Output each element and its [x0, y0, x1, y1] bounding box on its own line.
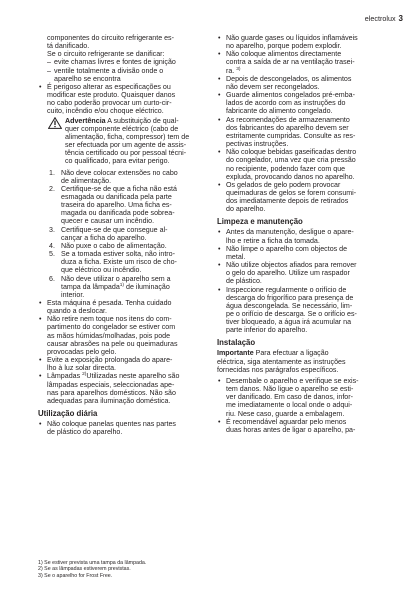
text-line: do aparelho. — [226, 205, 266, 214]
text-line: • Não guarde gases ou líquidos inflamáveis — [226, 34, 358, 42]
bullet-item — [217, 148, 389, 181]
text-line: ver danificado. Em caso de danos, infor- — [226, 393, 353, 402]
text-line: nas para aparelhos domésticos. Não são — [47, 388, 176, 397]
text-line: expluda, provocando danos no aparelho. — [226, 172, 355, 181]
text-line: descarga do frigorífico para presença de — [226, 293, 354, 302]
text-line: Certifique-se de que a ficha não está — [61, 184, 177, 193]
bullet-item — [217, 75, 389, 91]
text-line: duza a ficha. Existe um risco de cho- — [61, 258, 177, 267]
text-line: • Não coloque alimentos directamente — [226, 50, 342, 59]
text-line: dos imediatamente depois de retirados — [226, 197, 349, 206]
footnote-ref: 3) — [236, 66, 241, 72]
circuit-item — [38, 67, 216, 83]
bullet-item — [38, 299, 216, 315]
text-line: no cabo poderão provocar um curto-cir- — [47, 99, 172, 108]
text-line: • É recomendável aguardar pelo menos — [226, 417, 347, 426]
text-fragment: tampa da lâmpada — [61, 282, 120, 291]
text-line: co qualificado, para evitar perigo. — [65, 157, 170, 166]
text-line: de plástico. — [226, 277, 262, 286]
text-line: Não puxe o cabo de alimentação. — [61, 241, 167, 250]
circuit-intro: Se o circuito refrigerante se danificar: — [47, 50, 165, 59]
text-line: me imediatamente o local onde o adqui- — [226, 401, 353, 410]
install-intro — [217, 349, 389, 373]
text-line: as mãos húmidas/molhadas, pois pode — [47, 331, 171, 340]
text-line: modificar este produto. Quaisquer danos — [47, 91, 176, 100]
section-heading-daily-use: Utilização diária — [38, 409, 98, 419]
text-line: alimentação, ficha, compressor) tem de — [65, 132, 190, 141]
text-line: traseira do aparelho. Uma ficha es- — [61, 201, 172, 210]
text-line: de plástico do aparelho. — [47, 428, 123, 437]
numbered-item — [38, 250, 216, 274]
text-fragment: Utilizadas neste aparelho são — [86, 372, 180, 381]
text-line: lho e retire a ficha da tomada. — [226, 236, 320, 245]
item-number: 2. — [49, 184, 55, 193]
text-line: contra a saída de ar na ventilação trasei- — [226, 58, 355, 67]
text-line: fabricante do alimento congelado. — [226, 107, 333, 116]
bullet-item — [217, 34, 389, 50]
item-number: 3. — [49, 225, 55, 234]
item-number: 1. — [49, 168, 55, 177]
text-line: fornecidas nos parágrafos específicos. — [217, 365, 339, 374]
bullet-item — [38, 420, 216, 436]
text-line: que eléctrico ou incêndio. — [61, 266, 142, 275]
text-line: provocadas pelo gelo. — [47, 347, 117, 356]
right-column — [217, 34, 389, 434]
bullet-item — [217, 245, 389, 261]
text-fragment: ra. — [226, 66, 237, 75]
warning-title: Advertência — [65, 116, 106, 125]
text-line: lho à luz solar directa. — [47, 364, 117, 373]
bullet-item — [217, 261, 389, 285]
text-line: • Esta máquina é pesada. Tenha cuidado — [47, 299, 172, 307]
text-line: partimento do congelador se estiver com — [47, 323, 176, 332]
item-number: 5. — [49, 250, 55, 259]
text-line: • É perigoso alterar as especificações ou — [47, 82, 171, 91]
text-line: no aparelho, porque podem explodir. — [226, 42, 342, 51]
numbered-item — [38, 169, 216, 185]
text-line: metal. — [226, 252, 246, 261]
numbered-item — [38, 275, 216, 299]
text-line: lados de acordo com as instruções do — [226, 99, 346, 108]
text-line: • Não limpe o aparelho com objectos de — [226, 244, 348, 253]
text-line: aparelho se encontra — [54, 74, 121, 83]
bullet-item — [38, 315, 216, 356]
text-line: interior. — [61, 290, 85, 299]
numbered-item — [38, 242, 216, 250]
numbered-list — [38, 169, 216, 300]
text-line: – ventile totalmente a divisão onde o — [54, 66, 164, 75]
bullet-item — [38, 372, 216, 405]
text-line: duas horas antes de ligar o aparelho, pa- — [226, 425, 356, 434]
page-header — [365, 14, 403, 23]
text-line: cançar a ficha do aparelho. — [61, 233, 147, 242]
text-line: A substituição de qual- — [105, 116, 179, 125]
text-line: tem danos. Não ligue o aparelho se esti- — [226, 385, 354, 394]
section-heading-installation: Instalação — [217, 338, 256, 348]
text-line: estritamente cumpridas. Consulte as res- — [226, 131, 356, 140]
text-line: • Não utilize objectos afiados para remover — [226, 261, 357, 270]
text-line: • Desembale o aparelho e verifique se exis- — [226, 376, 359, 385]
text-fragment: de iluminação — [124, 282, 170, 291]
text-line: não devem ser recongelados. — [226, 82, 320, 91]
text-line: quando a deslocar. — [47, 307, 107, 316]
bullet-item — [217, 181, 389, 214]
bullet-item — [217, 418, 389, 434]
text-line: água descongelada. Se necessário, lim- — [226, 301, 353, 310]
bullet-item — [38, 83, 216, 116]
text-line: esmagada ou danificada pela parte — [61, 192, 172, 201]
bullet-item — [217, 91, 389, 115]
text-line: cuito, incêndio e/ou choque eléctrico. — [47, 107, 164, 116]
numbered-item — [38, 185, 216, 226]
text-line: magada ou danificada pode sobrea- — [61, 209, 175, 218]
item-number: 4. — [49, 241, 55, 250]
footnote-ref: 2) — [82, 372, 87, 378]
text-line: causar abrasões na pele ou queimaduras — [47, 339, 178, 348]
bullet-item — [38, 356, 216, 372]
text-line: Certifique-se de que consegue al- — [61, 225, 168, 234]
intro-continuation — [38, 34, 216, 58]
section-heading-cleaning: Limpeza e manutenção — [217, 217, 303, 227]
text-line: – evite chamas livres e fontes de ignição — [54, 58, 176, 67]
text-line: eléctrica, siga atentamente as instruções — [217, 357, 346, 366]
item-number: 6. — [49, 274, 55, 283]
text-line: quer componente eléctrico (cabo de — [65, 124, 179, 133]
text-line: • Não coloque panelas quentes nas partes — [47, 420, 176, 429]
footnote-ref: 1) — [119, 282, 125, 288]
text-line: • Guarde alimentos congelados pré-emba- — [226, 91, 355, 100]
footnote: 1) Se estiver prevista uma tampa da lâmpada. — [38, 560, 147, 566]
footnotes — [38, 560, 338, 579]
text-line: quecer e causar um incêndio. — [61, 217, 155, 226]
text-line: Se a tomada estiver solta, não intro- — [61, 250, 175, 259]
text-line: tá danificado. — [47, 42, 90, 51]
text-line: de alimentação. — [61, 176, 112, 185]
warning-triangle-icon — [48, 117, 62, 129]
text-line: o gelo do aparelho. Utilize um raspador — [226, 269, 350, 278]
text-line: • Os gelados de gelo podem provocar — [226, 180, 341, 189]
text-line: Não deve colocar extensões no cabo — [61, 168, 178, 177]
text-line: • As recomendações de armazenamento — [226, 115, 350, 124]
footnote: 3) Se o aparelho for Frost Free. — [38, 572, 113, 579]
text-line: • Não coloque bebidas gaseificadas dentro — [226, 148, 357, 157]
text-line: • Antes da manutenção, desligue o apare- — [226, 228, 354, 237]
warning-block — [38, 117, 216, 166]
footnote: 2) Se as lâmpadas estiverem previstas. — [38, 566, 131, 573]
bullet-item — [217, 286, 389, 335]
numbered-item — [38, 226, 216, 242]
bullet-item — [217, 228, 389, 244]
text-line: do congelador, uma vez que cria pressão — [226, 156, 356, 165]
text-line: tiver bloqueado, a água irá acumular na — [226, 318, 352, 327]
text-line: ser efectuada por um agente de assis- — [65, 141, 187, 150]
text-line: • Depois de descongelados, os alimentos — [226, 74, 352, 83]
text-line: tência certificado ou por pessoal técni- — [65, 149, 187, 158]
bullet-item — [217, 116, 389, 149]
circuit-item — [38, 58, 216, 66]
text-fragment: Lâmpadas — [47, 372, 83, 381]
bullet-item — [217, 50, 389, 74]
page-number: 3 — [398, 14, 403, 23]
text-line: lâmpadas especiais, seleccionadas ape- — [47, 380, 175, 389]
left-column — [38, 34, 216, 436]
text-line: adequadas para iluminação doméstica. — [47, 396, 171, 405]
text-line: • Inspeccione regularmente o orifício de — [226, 285, 347, 294]
text-line: pectivas instruções. — [226, 140, 289, 149]
brand-name: electrolux — [364, 14, 396, 23]
text-line: parte inferior do aparelho. — [226, 326, 308, 335]
important-label: Importante — [217, 349, 254, 358]
text-fragment: Para efectuar a ligação — [253, 349, 329, 358]
text-line: queimaduras de gelos se forem consumi- — [226, 188, 357, 197]
text-line: dos fabricantes do aparelho devem ser — [226, 123, 349, 132]
text-line: riu. Nese caso, guarde a embalagem. — [226, 409, 345, 418]
text-line: componentes do circuito refrigerante es- — [47, 34, 174, 42]
text-line: pe o orifício de descarga. Se o orifício es- — [226, 310, 357, 318]
text-line: • Não retire nem toque nos itens do com- — [47, 315, 172, 324]
bullet-item — [217, 377, 389, 418]
text-line: • Evite a exposição prolongada do apare- — [47, 356, 173, 365]
text-line: no recipiente, podendo fazer com que — [226, 164, 346, 173]
text-line: Não deve utilizar o aparelho sem a — [61, 274, 171, 283]
